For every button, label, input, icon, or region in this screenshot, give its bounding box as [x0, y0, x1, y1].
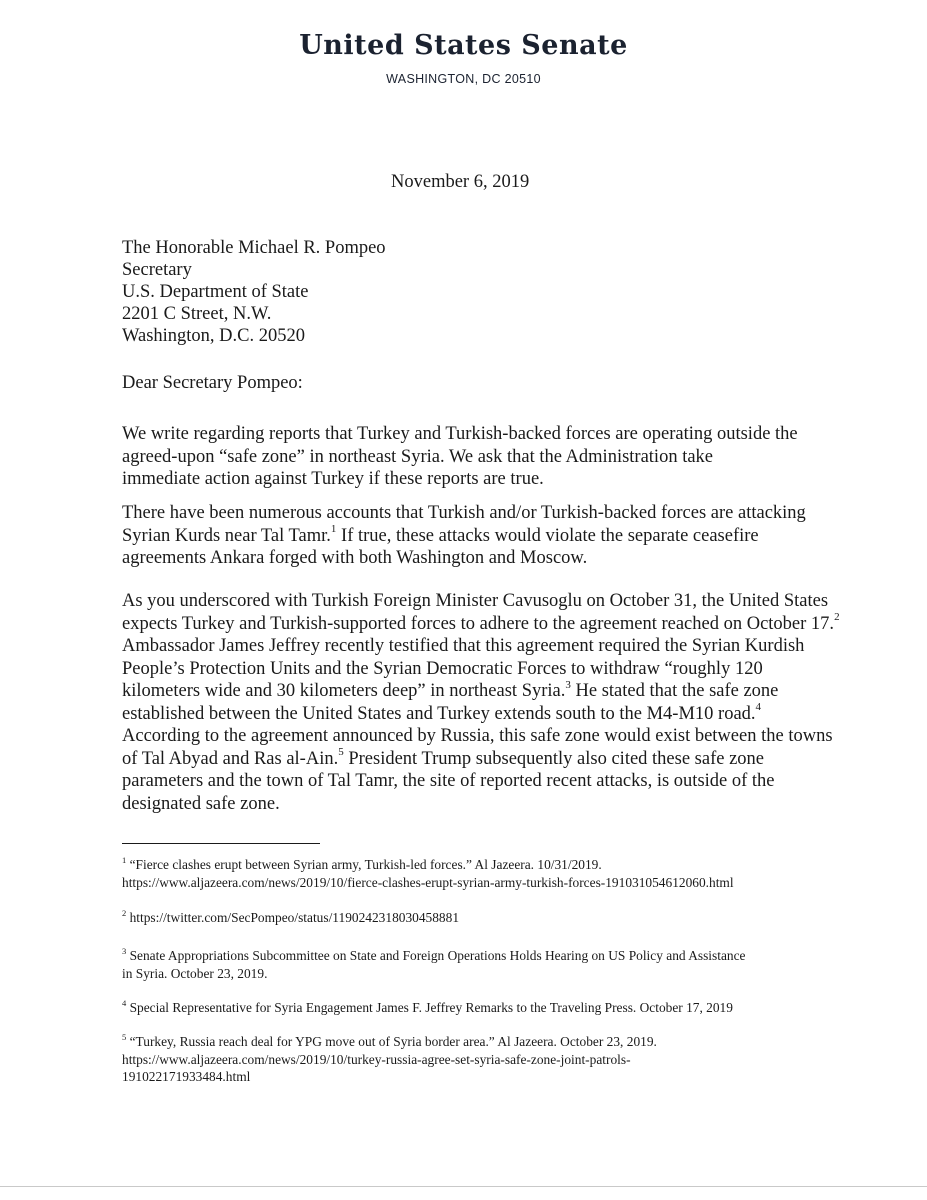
footnote-5	[122, 1033, 822, 1086]
paragraph-line: According to the agreement announced by Russia, this safe zone would exist between the towns	[122, 726, 833, 746]
paragraph-2	[122, 502, 806, 570]
text-run: If true, these attacks would violate the separate ceasefire	[336, 525, 759, 546]
paragraph-line: As you underscored with Turkish Foreign Minister Cavusoglu on October 31, the United States	[122, 591, 829, 611]
footnote-2	[122, 909, 822, 927]
text-run: He stated that the safe zone	[570, 681, 779, 701]
text-run: of Tal Abyad and Ras al-Ain.	[122, 748, 339, 769]
footnote-ref: 2	[834, 611, 840, 624]
footnote-line	[122, 856, 822, 874]
footnote-number: 2	[122, 907, 127, 918]
paragraph-3	[122, 590, 840, 815]
paragraph-line: We write regarding reports that Turkey and Turkish-backed forces are operating outside the	[122, 424, 798, 444]
footnote-number: 4	[122, 997, 127, 1008]
footnote-number: 5	[122, 1031, 127, 1042]
text-run: Syrian Kurds near Tal Tamr.	[122, 525, 331, 546]
footnote-text: “Turkey, Russia reach deal for YPG move out of Syria border area.” Al Jazeera. October 23, 2019.	[126, 1034, 657, 1049]
footnote-url: https://www.aljazeera.com/news/2019/10/fierce-clashes-erupt-syrian-army-turkish-forces-191031054612060.html	[122, 874, 734, 890]
footnote-line	[122, 947, 822, 965]
footnote-ref: 3	[565, 678, 571, 691]
paragraph-line: parameters and the town of Tal Tamr, the site of reported recent attacks, is outside of the	[122, 771, 775, 791]
footnote-text: Special Representative for Syria Engagement James F. Jeffrey Remarks to the Traveling Press. October 17, 2019	[126, 1000, 733, 1015]
footnote-text: “Fierce clashes erupt between Syrian army, Turkish-led forces.” Al Jazeera. 10/31/2019.	[126, 857, 602, 872]
paragraph-line: immediate action against Turkey if these reports are true.	[122, 469, 544, 489]
paragraph-line: People’s Protection Units and the Syrian Democratic Forces to withdraw “roughly 120	[122, 658, 763, 679]
footnote-divider	[122, 843, 320, 844]
footnote-ref: 4	[755, 701, 762, 714]
text-run: established between the United States and Turkey extends south to the M4-M10 road.	[122, 703, 756, 724]
footnote-url: 191022171933484.html	[122, 1069, 251, 1084]
footnote-4	[122, 999, 822, 1017]
footnote-text: https://twitter.com/SecPompeo/status/1190242318030458881	[126, 910, 460, 925]
salutation: Dear Secretary Pompeo:	[122, 373, 303, 393]
footnote-3	[122, 947, 822, 982]
recipient-department: U.S. Department of State	[122, 282, 309, 302]
paragraph-line: agreements Ankara forged with both Washington and Moscow.	[122, 548, 588, 568]
footnote-ref: 1	[330, 523, 337, 536]
footnote-text: Senate Appropriations Subcommittee on State and Foreign Operations Holds Hearing on US Policy and Assistance	[126, 948, 746, 963]
recipient-name: The Honorable Michael R. Pompeo	[122, 238, 386, 258]
footnote-ref: 5	[338, 746, 344, 759]
scan-edge-line	[0, 1186, 927, 1187]
letterhead-address: WASHINGTON, DC 20510	[386, 72, 541, 86]
letterhead-title: United States Senate	[299, 30, 628, 61]
paragraph-line	[122, 525, 802, 548]
text-run: President Trump subsequently also cited these safe zone	[343, 748, 765, 769]
footnote-line	[122, 1033, 822, 1051]
footnote-line	[122, 909, 822, 927]
footnote-url: https://www.aljazeera.com/news/2019/10/turkey-russia-agree-set-syria-safe-zone-joint-patrols-	[122, 1051, 631, 1067]
text-run: kilometers wide and 30 kilometers deep” in northeast Syria.	[122, 681, 566, 701]
recipient-city: Washington, D.C. 20520	[122, 326, 305, 346]
paragraph-line	[122, 680, 802, 703]
recipient-title: Secretary	[122, 260, 192, 280]
footnote-1	[122, 856, 822, 891]
footnote-number: 3	[122, 945, 127, 956]
paragraph-line: designated safe zone.	[122, 793, 280, 814]
paragraph-line	[122, 703, 802, 726]
letter-date: November 6, 2019	[391, 172, 530, 192]
paragraph-line	[122, 748, 802, 771]
paragraph-line: There have been numerous accounts that Turkish and/or Turkish-backed forces are attacking	[122, 503, 806, 523]
text-run: expects Turkey and Turkish-supported forces to adhere to the agreement reached on October 17.	[122, 613, 835, 634]
recipient-street: 2201 C Street, N.W.	[122, 304, 272, 324]
paragraph-line: agreed-upon “safe zone” in northeast Syria. We ask that the Administration take	[122, 446, 714, 467]
paragraph-line	[122, 611, 840, 636]
paragraph-1	[122, 423, 802, 491]
footnote-line: in Syria. October 23, 2019.	[122, 965, 268, 981]
paragraph-line: Ambassador James Jeffrey recently testified that this agreement required the Syrian Kurdish	[122, 636, 805, 656]
footnote-line	[122, 999, 822, 1017]
footnote-number: 1	[122, 854, 127, 865]
